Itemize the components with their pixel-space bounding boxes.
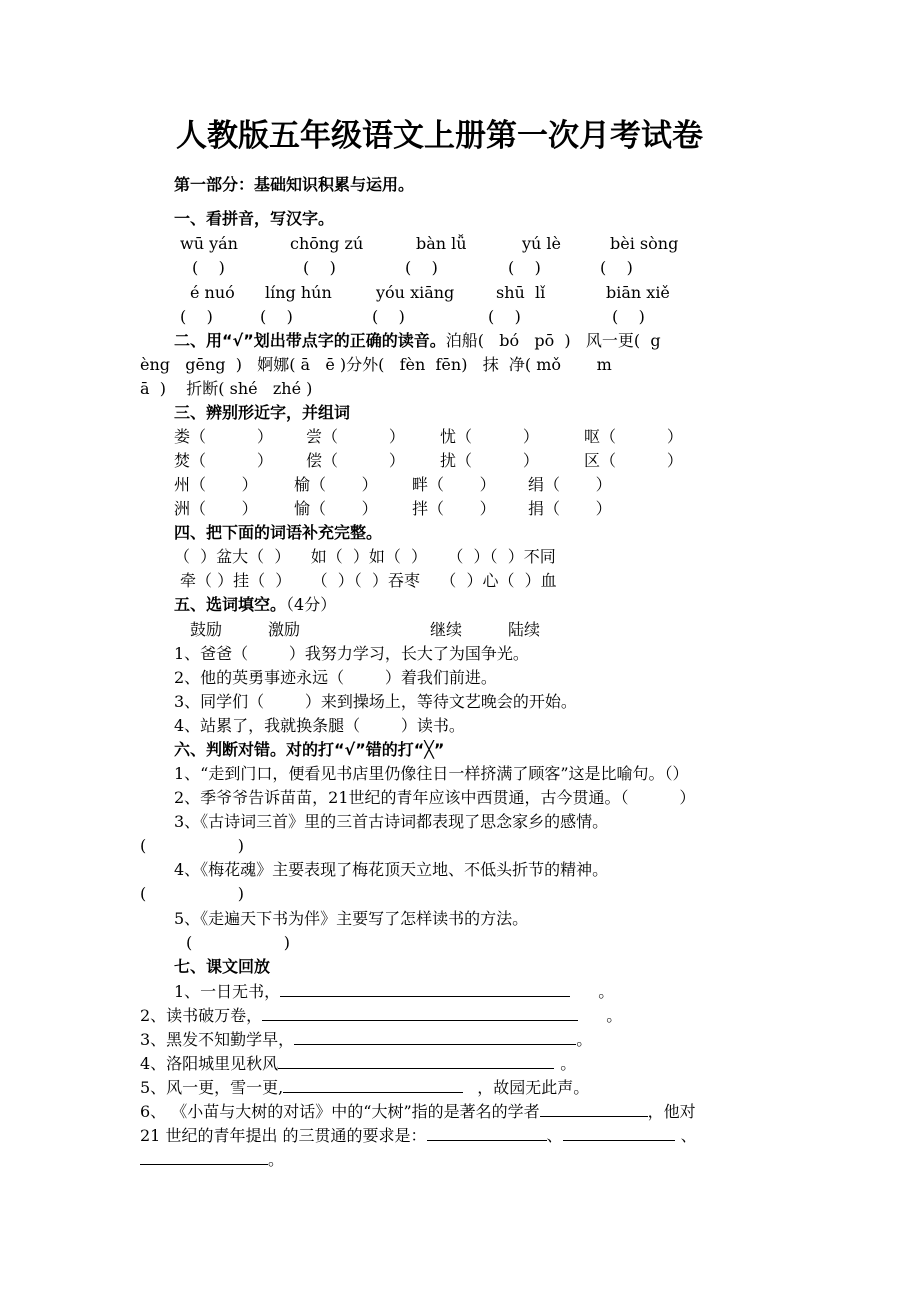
s5-heading: 五、选词填空。 (174, 595, 287, 614)
pinyin: bàn lǚ (416, 234, 467, 253)
part1-heading: 第一部分：基础知识积累与运用。 (174, 175, 415, 194)
word-item: 绢（ ） (528, 475, 612, 494)
word-item: 愉（ ） (294, 499, 378, 518)
answer-blank[interactable]: ( ) (192, 258, 225, 277)
word-item: 偿（ ） (306, 451, 405, 470)
s5-item: 4、站累了，我就换条腿（ ）读书。 (174, 716, 465, 735)
s7-heading: 七、课文回放 (174, 957, 271, 976)
word-choice: 鼓励 (190, 620, 223, 639)
word-item: 区（ ） (584, 451, 683, 470)
s4-line2: 牵（ ）挂（ ） （ ）（ ）吞枣 （ ）心（ ）血 (180, 571, 557, 590)
s6-item: 4、《梅花魂》主要表现了梅花顶天立地、不低头折节的精神。 (174, 860, 609, 879)
answer-blank[interactable]: ( ) (303, 258, 336, 277)
pinyin: chōng zú (290, 234, 364, 253)
word-item: 拌（ ） (412, 499, 496, 518)
word-item: 榆（ ） (294, 475, 378, 494)
word-item: 畔（ ） (412, 475, 496, 494)
s7-item: 3、黑发不知勤学早， 。 (140, 1030, 593, 1049)
word-item: 呕（ ） (584, 427, 683, 446)
answer-blank[interactable]: ( ) (405, 258, 438, 277)
pinyin: biān xiě (606, 283, 670, 302)
answer-blank[interactable]: ( ) (372, 307, 405, 326)
answer-blank[interactable]: ( ) (600, 258, 633, 277)
answer-blank[interactable]: ( ) (488, 307, 521, 326)
word-choice: 陆续 (508, 620, 541, 639)
s4-line1: （ ）盆大（ ） 如（ ）如（ ） （ ）（ ）不同 (174, 547, 556, 566)
s7-item: 6、 《小苗与大树的对话》中的“大树”指的是著名的学者 ，他对 (140, 1102, 696, 1121)
s4-heading: 四、把下面的词语补充完整。 (174, 523, 383, 542)
answer-blank[interactable]: ( ) (186, 933, 291, 952)
s5-item: 2、他的英勇事迹永远（ ）着我们前进。 (174, 668, 497, 687)
s7-item: 21 世纪的青年提出 的三贯通的要求是： 、 、 (140, 1126, 697, 1145)
pinyin: líng hún (265, 283, 332, 302)
fill-line[interactable] (563, 1124, 675, 1141)
fill-line[interactable] (427, 1124, 547, 1141)
s6-item: 3、《古诗词三首》里的三首古诗词都表现了思念家乡的感情。 (174, 812, 609, 831)
s6-item: 2、季爷爷告诉苗苗，21世纪的青年应该中西贯通，古今贯通。（ ） (174, 788, 696, 807)
answer-blank[interactable]: ( ) (180, 307, 213, 326)
answer-blank[interactable]: ( ) (140, 836, 245, 855)
word-item: 尝（ ） (306, 427, 405, 446)
pinyin: é nuó (190, 283, 235, 302)
fill-line[interactable] (294, 1028, 576, 1045)
fill-line[interactable] (140, 1148, 268, 1165)
pinyin: wū yán (180, 234, 238, 253)
s2-line3: ā ) 折断( shé zhé ) (140, 379, 313, 398)
answer-blank[interactable]: ( ) (140, 884, 245, 903)
s5-item: 3、同学们（ ）来到操场上，等待文艺晚会的开始。 (174, 692, 577, 711)
word-item: 娄（ ） (174, 427, 273, 446)
fill-line[interactable] (540, 1100, 648, 1117)
answer-blank[interactable]: ( ) (260, 307, 293, 326)
s6-item: 1、“走到门口，便看见书店里仍像往日一样挤满了顾客”这是比喻句。（） (174, 764, 689, 783)
pinyin: yú lè (522, 234, 562, 253)
s2-line1 (174, 330, 661, 352)
s5-item: 1、爸爸（ ）我努力学习，长大了为国争光。 (174, 644, 529, 663)
s3-heading: 三、辨别形近字，并组词 (174, 403, 351, 422)
s2-line2: èng gēng ) 婀娜( ā ē )分外( fèn fēn) 抹 净( mǒ m (140, 355, 612, 374)
word-choice: 激励 (268, 620, 301, 639)
s7-item: 。 (140, 1148, 284, 1171)
s5-heading-line (174, 594, 336, 616)
answer-blank[interactable]: ( ) (612, 307, 645, 326)
word-item: 扰（ ） (440, 451, 539, 470)
word-item: 州（ ） (174, 475, 258, 494)
fill-line[interactable] (283, 1076, 463, 1093)
answer-blank[interactable]: ( ) (508, 258, 541, 277)
page-title: 人教版五年级语文上册第一次月考试卷 (176, 118, 703, 154)
word-choice: 继续 (430, 620, 463, 639)
word-item: 忧（ ） (440, 427, 539, 446)
pinyin: bèi sòng (610, 234, 679, 253)
s2-heading: 二、用“√”划出带点字的正确的读音。 (174, 331, 446, 350)
s7-item: 5、风一更，雪一更, ，故园无此声。 (140, 1078, 590, 1097)
s1-heading: 一、看拼音，写汉字。 (174, 209, 335, 228)
s5-score: （4分） (286, 595, 337, 614)
s7-item: 4、洛阳城里见秋风 。 (140, 1054, 577, 1073)
word-item: 焚（ ） (174, 451, 273, 470)
fill-line[interactable] (262, 1004, 578, 1021)
pinyin: shū lǐ (496, 283, 546, 302)
word-item: 洲（ ） (174, 499, 258, 518)
s6-item: 5、《走遍天下书为伴》主要写了怎样读书的方法。 (174, 909, 529, 928)
s6-heading: 六、判断对错。对的打“√”错的打“╳” (174, 740, 445, 759)
word-item: 捐（ ） (528, 499, 612, 518)
s7-item: 1、一日无书， 。 (174, 982, 615, 1001)
s2-line1-rest: 泊船( bó pō ) 风一更( g (445, 331, 661, 350)
fill-line[interactable] (280, 980, 570, 997)
pinyin: yóu xiāng (376, 283, 455, 302)
fill-line[interactable] (278, 1052, 554, 1069)
s7-item: 2、读书破万卷， 。 (140, 1006, 623, 1025)
